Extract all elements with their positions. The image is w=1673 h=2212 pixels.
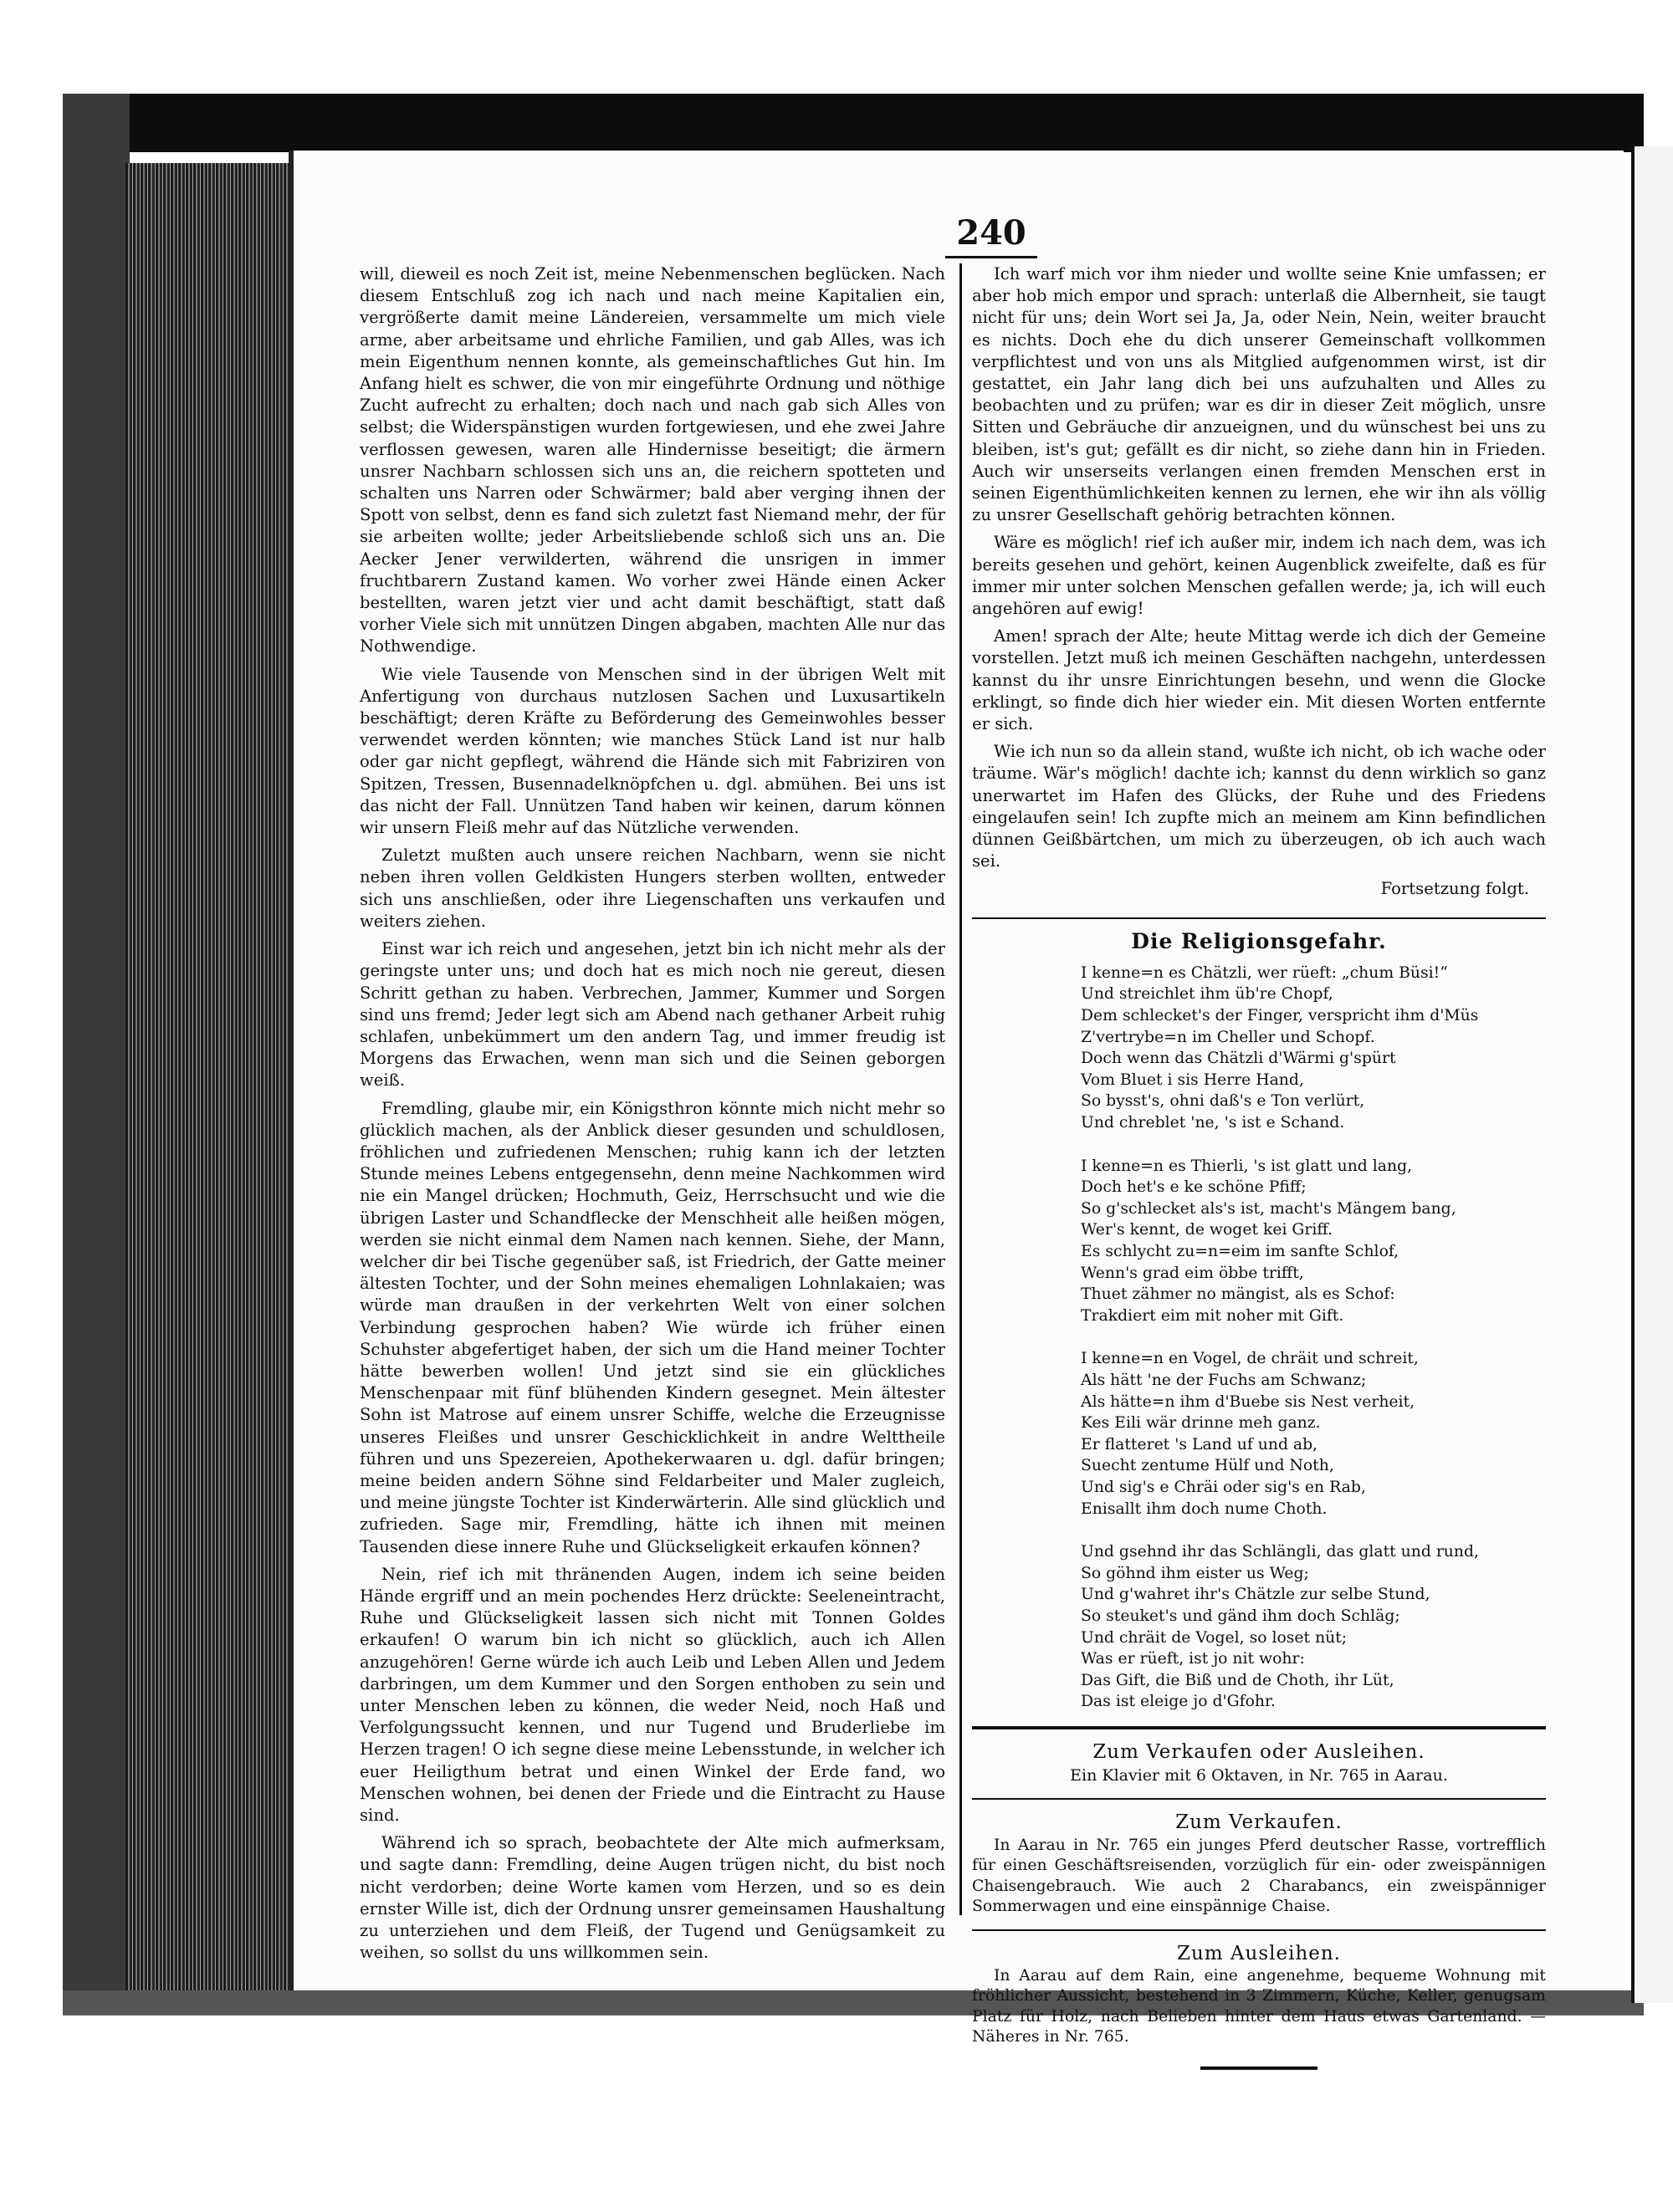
page-number: 240 [945, 213, 1037, 258]
poem-line: Z'vertrybe=n im Cheller und Schopf. [1081, 1028, 1375, 1046]
poem-line: Doch het's e ke schöne Pfiff; [1081, 1178, 1307, 1197]
poem-line: Das Gift, die Biß und de Choth, ihr Lüt, [1081, 1671, 1394, 1689]
ads-rule [972, 1726, 1546, 1729]
poem-line: So g'schlecket als's ist, macht's Mängem bang, [1081, 1199, 1456, 1218]
ad-rule [972, 1929, 1546, 1931]
right-paragraph: Wäre es möglich! rief ich außer mir, indem ich nach dem, was ich bereits gesehen und gehört, keinen Augenblick zweifelte, daß es für immer mir unter solchen Menschen gefallen werde; ja, ich will euch angehören auf ewig! [972, 533, 1546, 619]
ad-rule [972, 1798, 1546, 1800]
poem-line: So göhnd ihm eister us Weg; [1081, 1564, 1309, 1582]
ad-block [972, 1943, 1546, 2048]
ad-subtitle: Ein Klavier mit 6 Oktaven, in Nr. 765 in Aarau. [1070, 1766, 1448, 1785]
poem-line: Kes Eili wär drinne meh ganz. [1081, 1414, 1321, 1433]
left-paragraph: Während ich so sprach, beobachtete der Alte mich aufmerksam, und sagte dann: Fremdling, deine Augen trügen nicht, du bist noch nicht verdorben; deine Worte kamen vom Herzen, und so es dein ernster Wille ist, dich der Ordnung unsrer gemeinsamen Haushaltung zu unterziehen und dem Fleiß, der Tugend und Genügsamkeit zu weihen, so sollst du uns willkommen sein. [360, 1833, 945, 1963]
right-paragraph: Ich warf mich vor ihm nieder und wollte seine Knie umfassen; er aber hob mich empor und sprach: unterlaß die Albernheit, sie taugt nicht für uns; dein Wort sei Ja, Ja, oder Nein, Nein, weiter braucht es nichts. Doch ehe du dich unserer Gemeinschaft vollkommen verpflichtest und von uns als Mitglied aufgenommen wirst, ist dir gestattet, ein Jahr lang dich bei uns aufzuhalten und Alles zu beobachten und zu prüfen; war es dir in dieser Zeit möglich, unsre Sitten und Gebräuche dir anzueignen, und du wünschest bei uns zu bleiben, ist's gut; gefällt es dir nicht, so ziehe dann hin in Frieden. Auch wir unserseits verlangen einen fremden Menschen erst in seinen Eigenthümlichkeiten kennen zu lernen, ehe wir ihn als völlig zu unsrer Gesellschaft gehörig betrachten können. [972, 264, 1546, 525]
ad-title: Zum Verkaufen. [1175, 1811, 1343, 1834]
ad-title: Zum Verkaufen oder Ausleihen. [1092, 1740, 1425, 1763]
book-page-edges [125, 163, 301, 1990]
continuation-note: Fortsetzung folgt. [1380, 879, 1529, 899]
poem-line: Doch wenn das Chätzli d'Wärmi g'spürt [1081, 1050, 1396, 1068]
right-paragraph: Amen! sprach der Alte; heute Mittag werde ich dich der Gemeine vorstellen. Jetzt muß ich meinen Geschäften nachgehn, unterdessen kannst du ihr unsre Einrichtungen besehn, und wenn die Glocke erklingt, so finde dich hier wieder ein. Mit diesen Worten entfernte er sich. [972, 626, 1546, 734]
poem-line: Das ist eleige jo d'Gfohr. [1081, 1693, 1276, 1711]
ad-block [972, 1811, 1546, 1917]
poem-line: Als hätt 'ne der Fuchs am Schwanz; [1081, 1371, 1367, 1389]
ad-title: Zum Ausleihen. [1176, 1942, 1341, 1964]
poem-line: Trakdiert eim mit noher mit Gift. [1081, 1306, 1344, 1325]
left-paragraph: will, dieweil es noch Zeit ist, meine Nebenmenschen beglücken. Nach diesem Entschluß zog ich nach und nach meine Kapitalien ein, vergrößerte damit meine Ländereien, versammelte um mich viele arme, aber arbeitsame und ehrliche Familien, und gab Alles, was ich mein Eigenthum nennen konnte, als gemeinschaftliches Gut hin. Im Anfang hielt es schwer, die von mir eingeführte Ordnung und nöthige Zucht aufrecht zu erhalten; doch nach und nach gab sich Alles von selbst; die Widerspänstigen wurden fortgewiesen, und ehe zwei Jahre verflossen gewesen, waren alle Hindernisse beseitigt; die ärmern unsrer Nachbarn schlossen sich uns an, die reichern spotteten und schalten uns Narren oder Schwärmer; bald aber verging ihnen der Spott von selbst, denn es fand sich zuletzt fast Niemand mehr, der für sie arbeiten wollte; jeder Arbeitsliebende schloß sich uns an. Die Aecker Jener verwilderten, während die unsrigen in immer fruchtbarern Zustand kamen. Wo vorher zwei Hände einen Acker bestellten, waren jetzt vier und acht damit beschäftigt, statt daß vorher Viele sich mit unnützen Dingen abgaben, machten Alle nur das Nothwendige. [360, 264, 945, 656]
poem-line: Als hätte=n ihm d'Buebe sis Nest verheit, [1081, 1392, 1415, 1411]
poem-line: Und streichlet ihm üb're Chopf, [1081, 985, 1333, 1004]
poem-line: Und sig's e Chräi oder sig's en Rab, [1081, 1478, 1366, 1496]
ad-text: In Aarau in Nr. 765 ein junges Pferd deutscher Rasse, vortrefflich für einen Geschäftsreisenden, vorzüglich für ein- oder zweispännigen Chaisengebrauch. Wie auch 2 Charabancs, ein zweispänniger Sommerwagen und eine einspännige Chaise. [972, 1836, 1546, 1915]
poem-line: Thuet zähmer no mängist, als es Schof: [1081, 1285, 1395, 1304]
poem-line: I kenne=n en Vogel, de chräit und schreit, [1081, 1350, 1419, 1368]
poem-line: So bysst's, ohni daß's e Ton verlürt, [1081, 1092, 1365, 1111]
poem-line: Dem schlecket's der Finger, verspricht ihm d'Müs [1081, 1007, 1479, 1025]
scan-border-left [63, 94, 130, 2000]
poem-line: I kenne=n es Thierli, 's ist glatt und lang, [1081, 1157, 1413, 1175]
left-paragraph: Nein, rief ich mit thränenden Augen, indem ich seine beiden Hände ergriff und an mein pochendes Herz drückte: Seeleneintracht, Ruhe und Glückseligkeit lassen sich nicht mit Tonnen Goldes erkaufen! O warum bin ich nicht so glücklich, auch ich Allen anzugehören! Gerne würde ich auch Leib und Leben Allen und Jedem darbringen, um dem Kummer und den Sorgen enthoben zu sein und unter Menschen leben zu können, die weder Neid, noch Haß und Verfolgungssucht kennen, und nur Tugend und Bruderliebe im Herzen tragen! O ich segne diese meine Lebensstunde, in welcher ich euer Heiligthum betrat und einen Winkel der Erde fand, wo Menschen wohnen, bei denen der Friede und die Eintracht zu Hause sind. [360, 1564, 945, 1826]
left-paragraph: Zuletzt mußten auch unsere reichen Nachbarn, wenn sie nicht neben ihren vollen Geldkisten Hungers sterben wollten, entweder sich uns anschließen, oder ihre Liegenschaften uns verkaufen und weiters ziehen. [360, 845, 945, 931]
poem-line: Wer's kennt, de woget kei Griff. [1081, 1221, 1333, 1239]
right-column [972, 263, 1546, 2070]
poem-stanza [1081, 1156, 1546, 1327]
poem-line: Es schlycht zu=n=eim im sanfte Schlof, [1081, 1243, 1399, 1261]
poem-line: So steuket's und gänd ihm doch Schläg; [1081, 1607, 1400, 1625]
poem-line: Und chräit de Vogel, so loset nüt; [1081, 1628, 1348, 1647]
poem-stanza [1081, 1541, 1546, 1713]
poem-line: Und chreblet 'ne, 's ist e Schand. [1081, 1114, 1345, 1132]
left-column [360, 263, 945, 1969]
poem-title: Die Religionsgefahr. [1131, 928, 1387, 953]
scan-border-top [63, 94, 1644, 152]
poem-stanza [1081, 963, 1546, 1134]
poem-stanza [1081, 1348, 1546, 1520]
section-rule [972, 917, 1546, 919]
poem-line: Und g'wahret ihr's Chätzle zur selbe Stund, [1081, 1586, 1430, 1604]
poem-line: Und gsehnd ihr das Schlängli, das glatt und rund, [1081, 1543, 1479, 1561]
poem-line: Vom Bluet i sis Herre Hand, [1081, 1070, 1304, 1089]
poem-line: Was er rüeft, ist jo nit wohr: [1081, 1650, 1305, 1668]
left-paragraph: Wie viele Tausende von Menschen sind in der übrigen Welt mit Anfertigung von durchaus nutzlosen Sachen und Luxusartikeln beschäftigt; deren Kräfte zu Beförderung des Gemeinwohles besser verwendet werden könnten; wie manches Stück Land ist nur halb oder gar nicht gepflegt, während die Hände sich mit Fabriziren von Spitzen, Tressen, Busennadelknöpfchen u. dgl. abmühen. Bei uns ist das nicht der Fall. Unnützen Tand haben wir keinen, darum können wir unsern Fleiß mehr auf das Nützliche verwenden. [360, 664, 945, 838]
poem-line: I kenne=n es Chätzli, wer rüeft: „chum Büsi!“ [1081, 963, 1448, 982]
column-divider [959, 263, 962, 1915]
poem-line: Er flatteret 's Land uf und ab, [1081, 1435, 1318, 1453]
poem-line: Suecht zentume Hülf und Noth, [1081, 1457, 1334, 1475]
poem-line: Wenn's grad eim öbbe trifft, [1081, 1264, 1304, 1282]
adjacent-page-edge [1631, 146, 1673, 2003]
poem-line: Enisallt ihm doch nume Choth. [1081, 1499, 1328, 1518]
left-paragraph: Einst war ich reich und angesehen, jetzt bin ich nicht mehr als der geringste unter uns; und doch hat es mich noch nie gereut, diesen Schritt gethan zu haben. Verbrechen, Jammer, Kummer und Sorgen sind uns fremd; Jeder legt sich am Abend nach gethaner Arbeit ruhig schlafen, unbekümmert um den andern Tag, und immer freudig ist Morgens das Erwachen, wenn man sich und die Seinen geborgen weiß. [360, 939, 945, 1091]
right-paragraph: Wie ich nun so da allein stand, wußte ich nicht, ob ich wache oder träume. Wär's möglich! dachte ich; kannst du denn wirklich so ganz unerwartet im Hafen des Glücks, der Ruhe und des Friedens eingelaufen sein! Ich zupfte mich an meinem am Kinn befindlichen dünnen Geißbärtchen, um mich zu überzeugen, ob ich auch wach sei. [972, 742, 1546, 871]
ad-block [972, 1741, 1546, 1786]
left-paragraph: Fremdling, glaube mir, ein Königsthron könnte mich nicht mehr so glücklich machen, als der Anblick dieser gesunden und schuldlosen, fröhlichen und zufriedenen Menschen; ruhig kann ich der letzten Stunde meines Lebens entgegensehn, denn meine Nachkommen wird nie ein Mangel drücken; Hochmuth, Geiz, Herrschsucht und wie die übrigen Laster und Schandflecke der Menschheit alle heißen mögen, werden sie nicht einmal dem Namen nach kennen. Siehe, der Mann, welcher dir bei Tische gegenüber saß, ist Friedrich, der Gatte meiner ältesten Tochter, und der Sohn meines ehemaligen Lohnlakaien; was würde man draußen in der verkehrten Welt von einer solchen Verbindung gesprochen haben? Wie würde ich früher einen Schuhster abgefertiget haben, der sich um die Hand meiner Tochter hätte bewerben wollen! Und jetzt sind sie ein glückliches Menschenpaar mit fünf blühenden Kindern gesegnet. Mein ältester Sohn ist Matrose auf einem unsrer Schiffe, welche die Erzeugnisse unseres Fleißes und unsrer Geschicklichkeit in andre Welttheile führen und uns Spezereien, Apothekerwaaren u. dgl. dafür bringen; meine beiden andern Söhne sind Feldarbeiter und Maler zugleich, und meine jüngste Tochter ist Kinderwärterin. Alle sind glücklich und zufrieden. Sage mir, Fremdling, hätte ich ihnen mit meinen Tausenden diese innere Ruhe und Glückseligkeit erkaufen können? [360, 1098, 945, 1556]
ad-text: In Aarau auf dem Rain, eine angenehme, bequeme Wohnung mit fröhlicher Aussicht, bestehend in 3 Zimmern, Küche, Keller, genugsam Platz für Holz, nach Belieben hinter dem Haus etwas Gartenland. — Näheres in Nr. 765. [972, 1966, 1546, 2046]
end-rule [1200, 2066, 1317, 2070]
poem-body [972, 963, 1546, 1713]
